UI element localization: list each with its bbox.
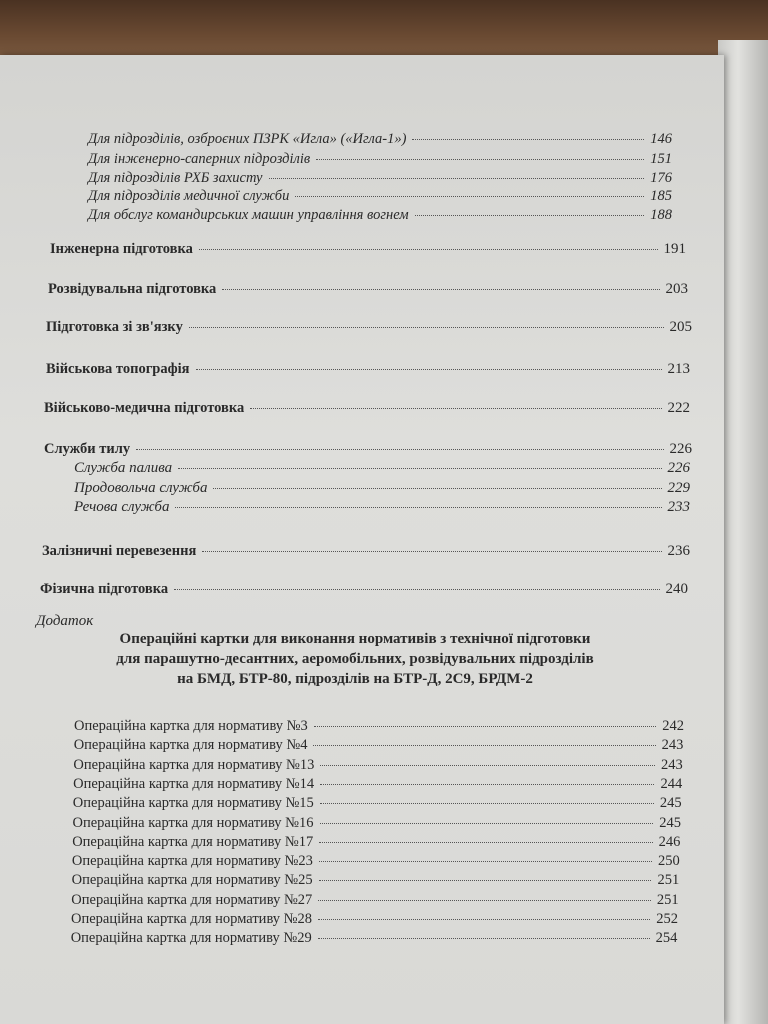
toc-entry bbox=[74, 460, 690, 477]
toc-entry-page: 185 bbox=[650, 188, 672, 204]
card-title: Операційна картка для нормативу №13 bbox=[73, 756, 315, 773]
toc-entry bbox=[88, 188, 672, 205]
card-page: 242 bbox=[662, 718, 684, 734]
section-page: 236 bbox=[667, 543, 690, 559]
toc-section bbox=[48, 281, 688, 298]
card-title: Операційна картка для нормативу №28 bbox=[71, 911, 313, 927]
card-title: Операційна картка для нормативу №17 bbox=[72, 833, 314, 850]
section-title: Фізична підготовка bbox=[40, 581, 169, 597]
card-page: 254 bbox=[655, 930, 678, 947]
card-page: 252 bbox=[656, 911, 678, 927]
section-page: 213 bbox=[667, 361, 690, 377]
dot-leader bbox=[320, 784, 654, 785]
dot-leader bbox=[318, 938, 650, 939]
section-page: 226 bbox=[669, 441, 692, 457]
card-page: 245 bbox=[659, 795, 682, 812]
card-title: Операційна картка для нормативу №15 bbox=[72, 795, 314, 812]
toc-entry-page: 188 bbox=[650, 207, 672, 223]
section-page: 240 bbox=[665, 581, 688, 597]
toc-entry-page: 146 bbox=[650, 131, 672, 147]
card-title: Операційна картка для нормативу №4 bbox=[73, 737, 308, 754]
toc-entry bbox=[88, 207, 672, 224]
card-page: 251 bbox=[656, 891, 679, 908]
section-page: 203 bbox=[665, 281, 688, 297]
card-page: 243 bbox=[661, 756, 683, 773]
toc-entry-title: Служба палива bbox=[74, 460, 173, 476]
toc-section bbox=[42, 543, 690, 560]
toc-entry-title: Для обслуг командирських машин управління вогнем bbox=[88, 207, 409, 223]
card-entry bbox=[73, 776, 682, 793]
card-title: Операційна картка для нормативу №25 bbox=[71, 872, 313, 889]
toc-entry bbox=[88, 131, 672, 148]
dot-leader bbox=[269, 178, 645, 179]
card-entry bbox=[73, 815, 682, 832]
dot-leader bbox=[222, 289, 659, 290]
appendix-title-line: для парашутно-десантних, аеромобільних, розвідувальних підрозділів bbox=[116, 651, 594, 667]
dot-leader bbox=[189, 327, 664, 328]
dot-leader bbox=[175, 507, 661, 508]
dot-leader bbox=[174, 589, 659, 590]
appendix-title-line: на БМД, БТР-80, підрозділів на БТР-Д, 2С9, БРДМ-2 bbox=[177, 671, 533, 687]
toc-entry-page: 233 bbox=[667, 499, 690, 515]
dot-leader bbox=[320, 823, 654, 824]
card-entry bbox=[71, 911, 678, 928]
card-entry bbox=[74, 737, 684, 754]
card-page: 251 bbox=[657, 872, 680, 889]
toc-entry-page: 226 bbox=[667, 460, 690, 476]
toc-entry-page: 151 bbox=[650, 151, 672, 167]
card-title: Операційна картка для нормативу №29 bbox=[70, 930, 312, 947]
section-title: Розвідувальна підготовка bbox=[48, 281, 217, 297]
toc-section bbox=[50, 241, 686, 258]
toc-section bbox=[44, 441, 692, 458]
toc-entry bbox=[88, 151, 672, 168]
book-page bbox=[0, 55, 724, 1024]
dot-leader bbox=[199, 249, 658, 250]
dot-leader bbox=[213, 488, 661, 489]
card-title: Операційна картка для нормативу №3 bbox=[74, 718, 308, 734]
card-title: Операційна картка для нормативу №16 bbox=[72, 814, 314, 831]
dot-leader bbox=[136, 449, 663, 450]
card-page: 244 bbox=[660, 775, 683, 792]
section-page: 191 bbox=[663, 241, 686, 257]
section-page: 205 bbox=[669, 319, 692, 335]
card-title: Операційна картка для нормативу №23 bbox=[71, 853, 313, 870]
dot-leader bbox=[202, 551, 661, 552]
toc-entry-title: Продовольча служба bbox=[74, 480, 208, 496]
card-entry bbox=[73, 757, 682, 774]
dot-leader bbox=[318, 900, 651, 901]
dot-leader bbox=[295, 196, 644, 197]
dot-leader bbox=[196, 369, 662, 370]
appendix-label: Додаток bbox=[36, 613, 94, 629]
card-entry bbox=[72, 853, 680, 870]
card-entry bbox=[73, 795, 682, 812]
section-title: Інженерна підготовка bbox=[50, 241, 193, 257]
toc-entry bbox=[74, 499, 690, 516]
section-title: Військова топографія bbox=[46, 361, 190, 377]
toc-section bbox=[46, 319, 692, 336]
card-entry bbox=[71, 892, 678, 909]
toc-entry-title: Речова служба bbox=[74, 499, 170, 515]
toc-entry-page: 176 bbox=[650, 170, 672, 186]
card-page: 246 bbox=[658, 833, 681, 850]
dot-leader bbox=[319, 880, 652, 881]
section-title: Підготовка зі зв'язку bbox=[46, 319, 183, 335]
dot-leader bbox=[250, 408, 661, 409]
card-page: 250 bbox=[658, 853, 680, 870]
toc-entry bbox=[88, 170, 672, 187]
card-title: Операційна картка для нормативу №27 bbox=[71, 891, 313, 908]
dot-leader bbox=[412, 139, 644, 140]
section-page: 222 bbox=[667, 400, 690, 416]
toc-entry-page: 229 bbox=[667, 480, 690, 496]
toc-entry-title: Для підрозділів, озброєних ПЗРК «Игла» («Игла-1») bbox=[88, 131, 407, 147]
card-title: Операційна картка для нормативу №14 bbox=[73, 775, 315, 792]
toc-entry-title: Для підрозділів РХБ захисту bbox=[88, 170, 263, 186]
dot-leader bbox=[320, 765, 655, 766]
card-entry bbox=[71, 930, 678, 947]
card-entry bbox=[74, 718, 684, 735]
dot-leader bbox=[316, 159, 644, 160]
dot-leader bbox=[313, 745, 655, 746]
card-page: 245 bbox=[659, 814, 681, 831]
card-page: 243 bbox=[661, 737, 684, 754]
appendix-title-line: Операційні картки для виконання нормативів з технічної підготовки bbox=[119, 631, 591, 647]
card-entry bbox=[72, 834, 680, 851]
toc-section bbox=[40, 581, 688, 598]
dot-leader bbox=[319, 861, 652, 862]
toc-entry-title: Для підрозділів медичної служби bbox=[88, 188, 290, 204]
next-page-edge bbox=[718, 40, 768, 1024]
section-title: Військово-медична підготовка bbox=[44, 400, 245, 416]
toc-section bbox=[44, 400, 690, 417]
section-title: Служби тилу bbox=[44, 441, 131, 457]
dot-leader bbox=[314, 726, 656, 727]
dot-leader bbox=[319, 842, 652, 843]
dot-leader bbox=[320, 803, 654, 804]
dot-leader bbox=[178, 468, 661, 469]
card-entry bbox=[72, 872, 680, 889]
table-background bbox=[0, 0, 768, 60]
dot-leader bbox=[318, 919, 650, 920]
toc-section bbox=[46, 361, 690, 378]
toc-entry bbox=[74, 480, 690, 497]
dot-leader bbox=[415, 215, 645, 216]
appendix-title bbox=[40, 629, 670, 689]
toc-entry-title: Для інженерно-саперних підрозділів bbox=[88, 151, 311, 167]
section-title: Залізничні перевезення bbox=[42, 543, 197, 559]
